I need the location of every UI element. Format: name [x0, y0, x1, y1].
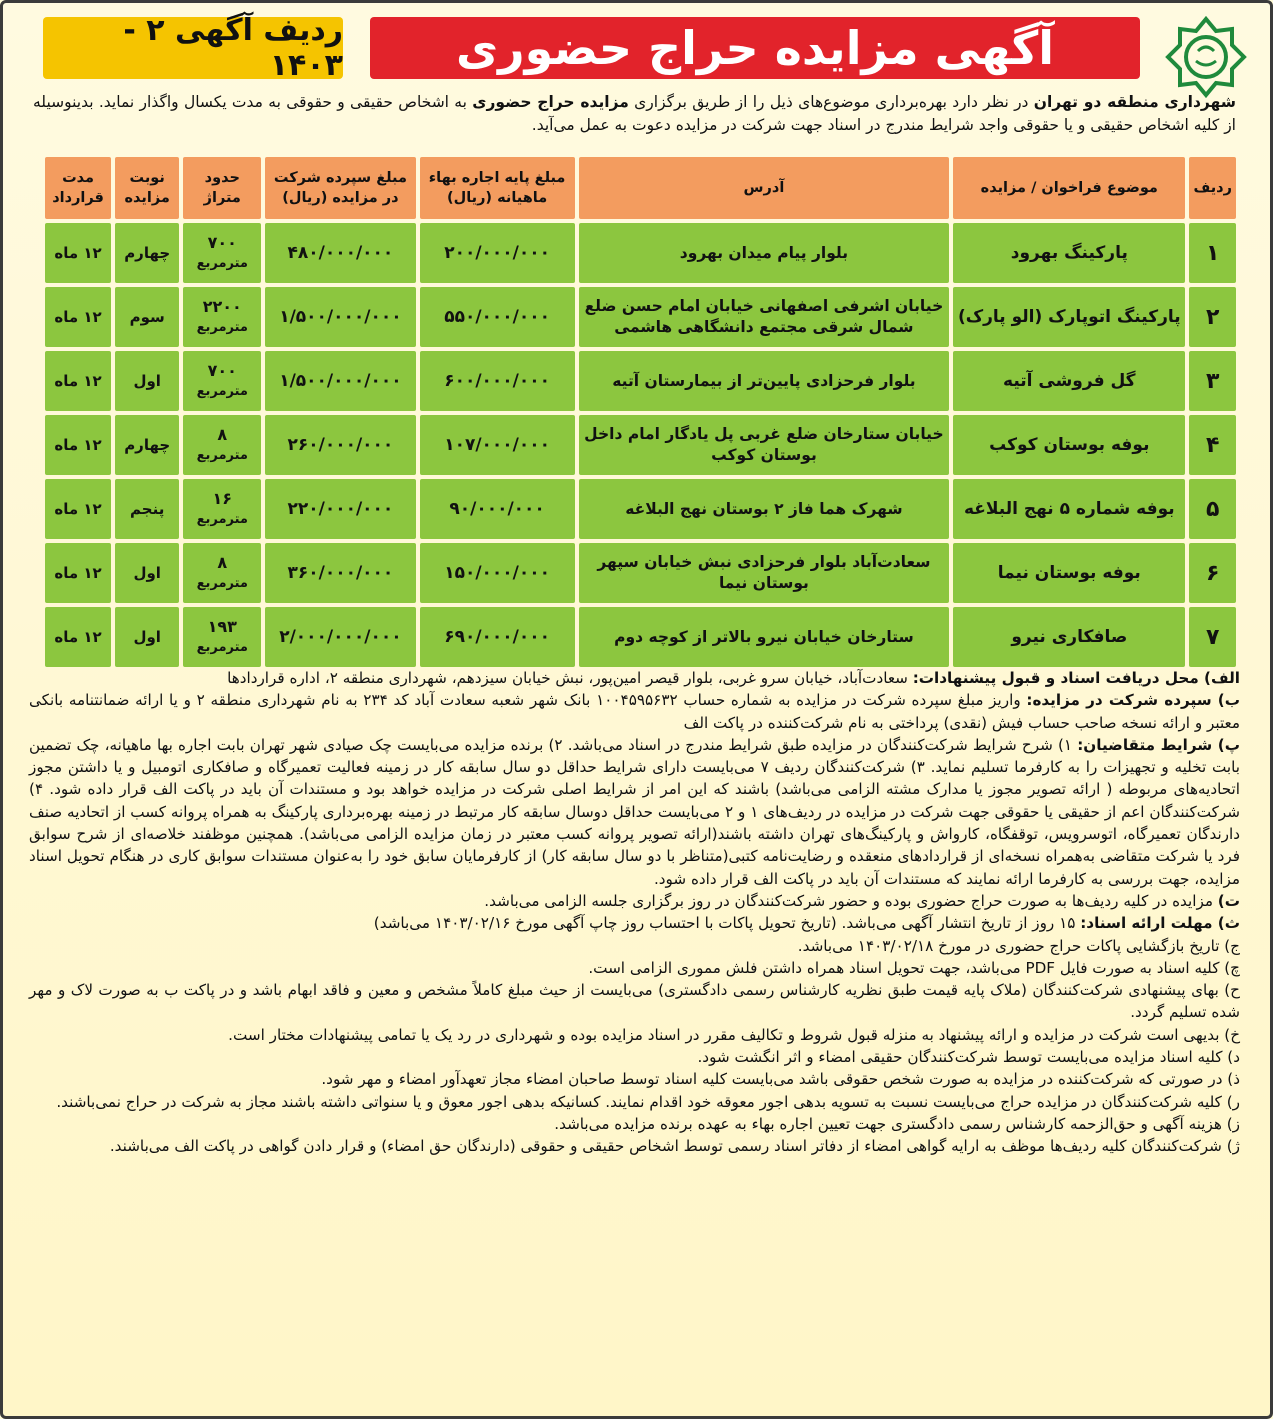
area-value: ۱۹۳	[207, 617, 237, 636]
cell-round: چهارم	[115, 223, 179, 283]
cell-deposit: ۲۶۰/۰۰۰/۰۰۰	[265, 415, 415, 475]
cell-row-number: ۴	[1189, 415, 1236, 475]
area-unit: مترمربع	[196, 384, 248, 399]
cell-address: خیابان اشرفی اصفهانی خیابان امام حسن ضلع شمال شرقی مجتمع دانشگاهی هاشمی	[579, 287, 949, 347]
condition-zal: ذ) در صورتی که شرکت‌کننده در مزایده به صورت شخص حقوقی باشد می‌بایست کلیه اسناد توسط صاحبان امضاء مجاز تعهدآور امضاء و مهر شود.	[321, 1070, 1240, 1089]
condition-te-label: ت)	[1217, 891, 1240, 910]
condition-be-text: واریز مبلغ سپرده شرکت در مزایده به شماره حساب ۱۰۰۴۵۹۵۶۳۲ بانک شهر شعبه سعادت آباد کد ۲۳۴ به نام شهرداری منطقه ۲ و یا ارائه ضمانتنامه بانکی معتبر و ارائه نسخه صاحب حساب فیش (نقدی) پرداختی به نام شرکت‌کننده در پاکت الف	[29, 691, 1240, 732]
header-duration: مدت قرارداد	[45, 157, 111, 219]
condition-alef	[29, 667, 1240, 689]
cell-duration: ۱۲ ماه	[45, 223, 111, 283]
condition-khe: خ) بدیهی است شرکت در مزایده و ارائه پیشنهاد به منزله قبول شروط و تکالیف مقرر در اسناد مزایده بوده و شهرداری در رد یک یا تمامی پیشنهادات مختار است.	[228, 1025, 1240, 1044]
cell-round: پنجم	[115, 479, 179, 539]
cell-duration: ۱۲ ماه	[45, 479, 111, 539]
auction-table	[41, 153, 1240, 671]
area-unit: مترمربع	[196, 640, 248, 655]
intro-text-1: در نظر دارد بهره‌برداری موضوع‌های ذیل را از طریق برگزاری	[628, 93, 1034, 111]
table-header-row	[45, 157, 1236, 219]
cell-subject: بوفه بوستان نیما	[953, 543, 1185, 603]
condition-alef-label: الف) محل دریافت اسناد و قبول پیشنهادات:	[912, 669, 1240, 687]
intro-highlight: مزایده حراج حضوری	[472, 93, 629, 111]
cell-deposit: ۲/۰۰۰/۰۰۰/۰۰۰	[265, 607, 415, 667]
row-label-badge	[43, 13, 343, 83]
table-row	[45, 223, 1236, 283]
cell-duration: ۱۲ ماه	[45, 415, 111, 475]
cell-deposit: ۱/۵۰۰/۰۰۰/۰۰۰	[265, 287, 415, 347]
cell-address: سعادت‌آباد بلوار فرحزادی نبش خیابان سپهر بوستان نیما	[579, 543, 949, 603]
table-row	[45, 287, 1236, 347]
condition-be	[29, 689, 1240, 734]
cell-round: سوم	[115, 287, 179, 347]
condition-ze: ز) هزینه آگهی و حق‌الزحمه کارشناس رسمی دادگستری جهت تعیین اجاره بهاء به عهده برنده مزایده می‌باشد.	[554, 1114, 1240, 1133]
condition-je: ج) تاریخ بازگشایی پاکات حراج حضوری در مورخ ۱۴۰۳/۰۲/۱۸ می‌باشد.	[797, 936, 1240, 955]
page-title: آگهی مزایده حراج حضوری	[456, 21, 1054, 75]
intro-paragraph	[33, 91, 1236, 137]
cell-address: بلوار پیام میدان بهرود	[579, 223, 949, 283]
cell-round: اول	[115, 607, 179, 667]
header-row-number: ردیف	[1189, 157, 1236, 219]
cell-subject: صافکاری نیرو	[953, 607, 1185, 667]
intro-org: شهرداری منطقه دو تهران	[1033, 93, 1237, 111]
cell-duration: ۱۲ ماه	[45, 351, 111, 411]
cell-base-rent: ۵۵۰/۰۰۰/۰۰۰	[420, 287, 575, 347]
cell-row-number: ۱	[1189, 223, 1236, 283]
cell-subject: بوفه شماره ۵ نهج البلاغه	[953, 479, 1185, 539]
cell-base-rent: ۹۰/۰۰۰/۰۰۰	[420, 479, 575, 539]
cell-area	[183, 415, 261, 475]
condition-se-label: ث) مهلت ارائه اسناد:	[1080, 914, 1240, 933]
area-value: ۷۰۰	[207, 233, 237, 252]
table-row	[45, 607, 1236, 667]
cell-round: اول	[115, 543, 179, 603]
cell-row-number: ۲	[1189, 287, 1236, 347]
cell-area	[183, 543, 261, 603]
tehran-municipality-logo-icon	[1164, 15, 1248, 99]
condition-te-text: مزایده در کلیه ردیف‌ها به صورت حراج حضوری بوده و حضور شرکت‌کنندگان در روز برگزاری جلسه الزامی می‌باشد.	[484, 891, 1218, 910]
area-unit: مترمربع	[196, 320, 248, 335]
cell-subject: گل فروشی آتیه	[953, 351, 1185, 411]
cell-base-rent: ۲۰۰/۰۰۰/۰۰۰	[420, 223, 575, 283]
table-row	[45, 543, 1236, 603]
cell-subject: پارکینگ اتوپارک (الو پارک)	[953, 287, 1185, 347]
cell-area	[183, 479, 261, 539]
cell-subject: بوفه بوستان کوکب	[953, 415, 1185, 475]
condition-pe	[29, 734, 1240, 890]
cell-deposit: ۱/۵۰۰/۰۰۰/۰۰۰	[265, 351, 415, 411]
table-row	[45, 351, 1236, 411]
area-unit: مترمربع	[196, 448, 248, 463]
condition-re: ر) کلیه شرکت‌کنندگان در مزایده حراج می‌بایست نسبت به تسویه بدهی اجور معوقه خود اقدام نمایند. کسانیکه بدهی اجور معوق و یا سنواتی داشته باشند مجاز به شرکت در حراج نمی‌باشند.	[56, 1092, 1240, 1111]
cell-round: اول	[115, 351, 179, 411]
cell-row-number: ۳	[1189, 351, 1236, 411]
area-unit: مترمربع	[196, 256, 248, 271]
condition-be-label: ب) سپرده شرکت در مزایده:	[1026, 691, 1240, 710]
area-unit: مترمربع	[196, 576, 248, 591]
condition-zhe: ژ) شرکت‌کنندگان کلیه ردیف‌ها موظف به ارایه گواهی امضاء از دفاتر اسناد رسمی توسط اشخاص حقیقی و حقوقی (دارندگان حق امضاء) و قرار دادن گواهی در پاکت الف می‌باشند.	[109, 1137, 1240, 1156]
condition-pe-text: ۱) شرح شرایط شرکت‌کنندگان در مزایده طبق شرایط مندرج در اسناد می‌باشد. ۲) برنده مزایده می‌بایست چک صیادی شهر تهران بابت اجاره بها ماهیانه، چک تضمین بابت تخلیه و تجهیزات را به کارفرما تسلیم نماید. ۳) شرکت‌کنندگان ردیف ۷ می‌بایست دارای شرایط حداقل دو سال سابقه کار در زمینه فعالیت تعمیرگاه و صافکاری اتومبیل و یا داشتن مجوز اتحادیه‌های مربوطه ( ارائه تصویر مجوز یا مدارک مشته الزامی می‌باشد) باشند که این امر از شرایط اصلی شرکت در مزایده خواهد بود و مستندات آن باید در پاکت الف قرار داده شود. ۴) شرکت‌کنندگان اعم از حقیقی یا حقوقی جهت شرکت در مزایده در ردیف‌های ۱ و ۲ می‌بایست حداقل دوسال سابقه کار مرتبط در زمینه بهره‌برداری پارکینگ به همراه پروانه کسب از اتحادیه صنف دارندگان تعمیرگاه، اتوسرویس، توقفگاه، کارواش و پارکینگ‌های تهران داشته باشند(ارائه تصویر پروانه کسب معتبر در زمان مزایده الزامی می‌باشد). همچنین موظفند خلاصه‌ای از شرح سوابق فرد یا شرکت متقاضی به‌همراه نسخه‌ای از قراردادهای منعقده و رضایت‌نامه کتبی(متناظر با دو سال سابقه کار) از کارفرمایان سابق خود را به‌عنوان مستندات سوابق کاری در هنگام تحویل اسناد مزایده، جهت بررسی به کارفرما ارائه نمایند که مستندات آن باید در پاکت الف قرار داده شود.	[29, 735, 1240, 888]
cell-round: چهارم	[115, 415, 179, 475]
cell-address: بلوار فرحزادی پایین‌تر از بیمارستان آتیه	[579, 351, 949, 411]
cell-row-number: ۶	[1189, 543, 1236, 603]
area-value: ۱۶	[212, 489, 233, 508]
condition-pe-label: پ) شرایط متقاضیان:	[1077, 735, 1240, 754]
cell-area	[183, 351, 261, 411]
cell-deposit: ۳۶۰/۰۰۰/۰۰۰	[265, 543, 415, 603]
condition-dal: د) کلیه اسناد مزایده می‌بایست توسط شرکت‌کنندگان حقیقی امضاء و اثر انگشت شود.	[697, 1048, 1240, 1067]
table-row	[45, 415, 1236, 475]
header	[23, 11, 1140, 85]
cell-address: ستارخان خیابان نیرو بالاتر از کوچه دوم	[579, 607, 949, 667]
cell-deposit: ۲۲۰/۰۰۰/۰۰۰	[265, 479, 415, 539]
condition-he: ح) بهای پیشنهادی شرکت‌کنندگان (ملاک پایه قیمت طبق نظریه کارشناس رسمی دادگستری) می‌بایست از حیث مبلغ کاملاً مشخص و معین و فاقد ابهام باشد و در پاکت ب به صورت لاک و مهر شده تسلیم گردد.	[29, 981, 1240, 1022]
cell-area	[183, 287, 261, 347]
condition-te	[29, 890, 1240, 912]
cell-deposit: ۴۸۰/۰۰۰/۰۰۰	[265, 223, 415, 283]
cell-row-number: ۷	[1189, 607, 1236, 667]
cell-row-number: ۵	[1189, 479, 1236, 539]
cell-address: شهرک هما فاز ۲ بوستان نهج البلاغه	[579, 479, 949, 539]
header-round: نوبت مزایده	[115, 157, 179, 219]
condition-se	[29, 912, 1240, 934]
intro-text-2: به اشخاص حقیقی و حقوقی به مدت یکسال واگذار نماید. بدینوسیله از کلیه اشخاص حقیقی و یا حقوقی واجد شرایط مندرج در اسناد جهت شرکت در مزایده دعوت به عمل می‌آید.	[33, 93, 1236, 134]
cell-duration: ۱۲ ماه	[45, 287, 111, 347]
cell-base-rent: ۱۵۰/۰۰۰/۰۰۰	[420, 543, 575, 603]
conditions-section	[29, 667, 1240, 1158]
area-value: ۲۲۰۰	[202, 297, 242, 316]
cell-area	[183, 223, 261, 283]
condition-alef-text: سعادت‌آباد، خیابان سرو غربی، بلوار قیصر امین‌پور، نبش خیابان سیزدهم، شهرداری منطقه ۲، اداره قراردادها	[227, 669, 913, 687]
cell-address: خیابان ستارخان ضلع غربی پل یادگار امام داخل بوستان کوکب	[579, 415, 949, 475]
area-value: ۷۰۰	[207, 361, 237, 380]
condition-che: چ) کلیه اسناد به صورت فایل PDF می‌باشد، جهت تحویل اسناد همراه داشتن فلش مموری الزامی است.	[588, 958, 1240, 977]
area-value: ۸	[217, 425, 228, 444]
area-unit: مترمربع	[196, 512, 248, 527]
cell-area	[183, 607, 261, 667]
header-address: آدرس	[579, 157, 949, 219]
cell-base-rent: ۱۰۷/۰۰۰/۰۰۰	[420, 415, 575, 475]
condition-se-text: ۱۵ روز از تاریخ انتشار آگهی می‌باشد. (تاریخ تحویل پاکات با احتساب روز چاپ آگهی مورخ ۱۴۰۳/۰۲/۱۶ می‌باشد)	[373, 914, 1081, 933]
header-subject: موضوع فراخوان / مزایده	[953, 157, 1185, 219]
cell-duration: ۱۲ ماه	[45, 607, 111, 667]
title-banner	[370, 17, 1140, 79]
header-base-rent: مبلغ پایه اجاره بهاء ماهیانه (ریال)	[420, 157, 575, 219]
area-value: ۸	[217, 553, 228, 572]
table-row	[45, 479, 1236, 539]
row-label-text: ردیف آگهی ۲ - ۱۴۰۳	[123, 13, 343, 83]
cell-duration: ۱۲ ماه	[45, 543, 111, 603]
cell-base-rent: ۶۰۰/۰۰۰/۰۰۰	[420, 351, 575, 411]
cell-base-rent: ۶۹۰/۰۰۰/۰۰۰	[420, 607, 575, 667]
cell-subject: پارکینگ بهرود	[953, 223, 1185, 283]
header-area: حدود متراژ	[183, 157, 261, 219]
table-body	[45, 223, 1236, 667]
header-deposit: مبلغ سپرده شرکت در مزایده (ریال)	[265, 157, 415, 219]
